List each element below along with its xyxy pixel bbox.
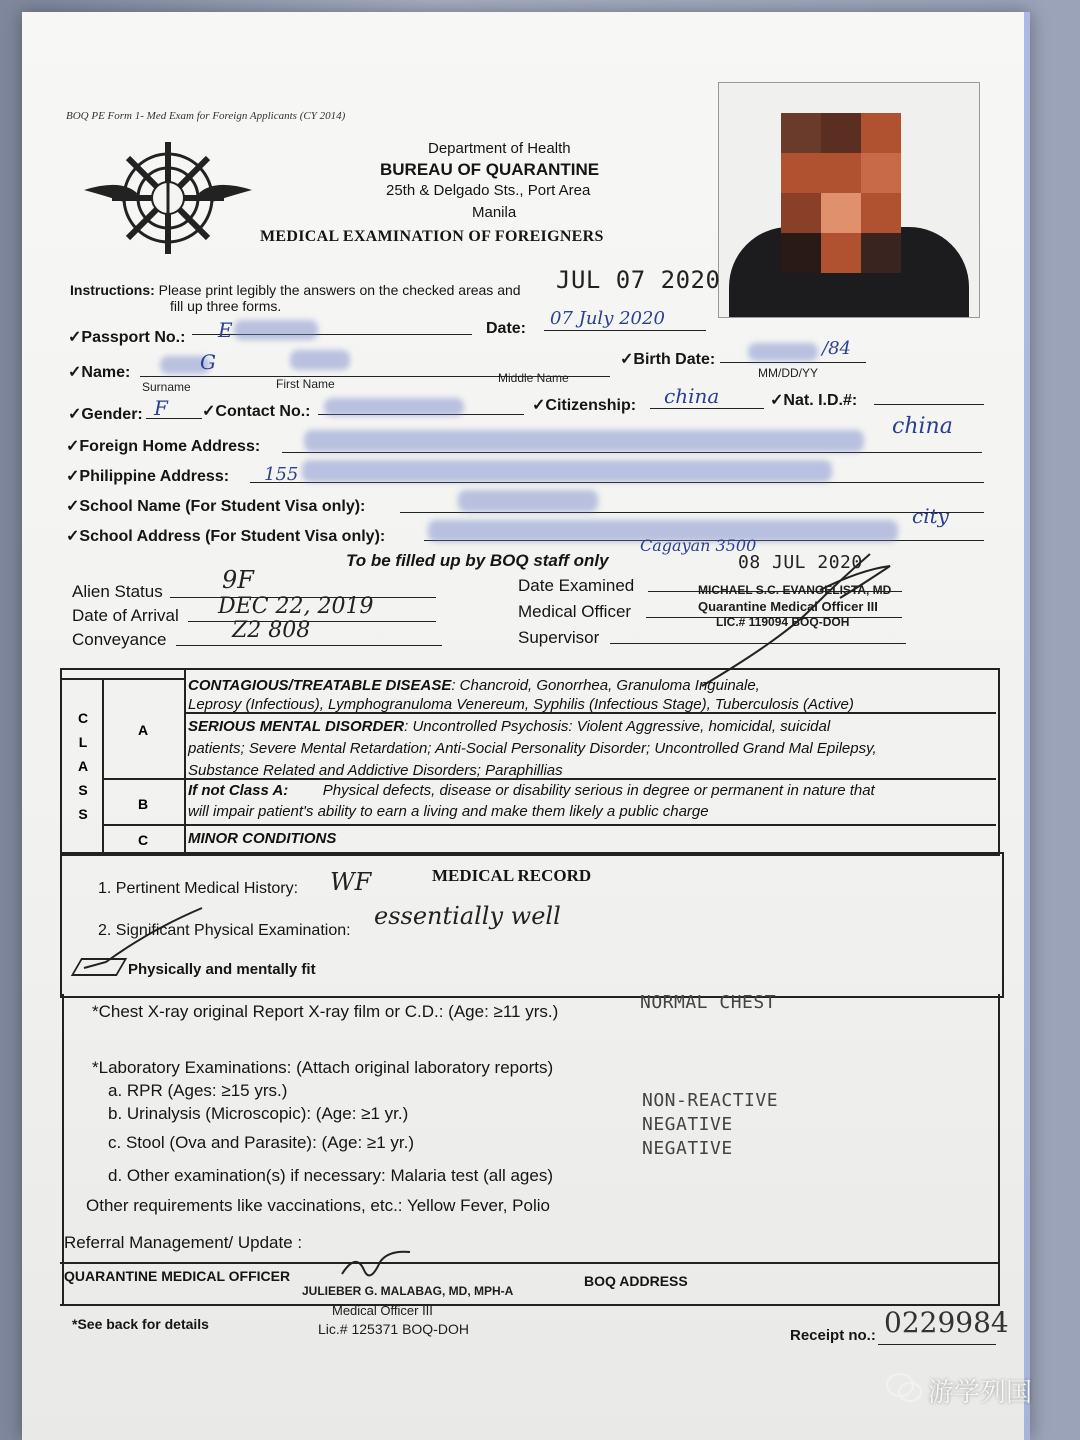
arrival-label: Date of Arrival — [72, 606, 179, 625]
officer-stamp-lic: LIC.# 119094 BOQ-DOH — [716, 615, 850, 629]
stool-result: NEGATIVE — [642, 1138, 733, 1159]
school-name-redaction — [458, 490, 598, 512]
school-address-value: city — [912, 504, 949, 528]
boq-section-heading: To be filled up by BOQ staff only — [346, 551, 609, 570]
date-label: Date: — [486, 320, 527, 337]
photo-pixelated-face — [781, 113, 901, 273]
lab-header: *Laboratory Examinations: (Attach original laboratory reports) — [92, 1058, 554, 1077]
instructions-label: Instructions: — [70, 282, 155, 298]
conveyance-label: Conveyance — [72, 630, 167, 649]
school-name-label: ✓School Name (For Student Visa only): — [66, 498, 366, 515]
rpr-result: NON-REACTIVE — [642, 1090, 779, 1111]
officer-stamp-title: Quarantine Medical Officer III — [698, 599, 878, 614]
birthdate-value: /84 — [822, 338, 851, 359]
firstname-redaction — [290, 350, 350, 370]
qmo-stamp-lic: Lic.# 125371 BOQ-DOH — [318, 1321, 469, 1337]
alien-status-value: 9F — [222, 566, 254, 594]
alien-status-label: Alien Status — [72, 582, 163, 601]
class-b-row — [188, 782, 875, 800]
receipt-line — [878, 1344, 996, 1345]
xray-label: *Chest X-ray original Report X-ray film or C.D.: (Age: ≥11 yrs.) — [92, 1002, 559, 1021]
date-examined-label: Date Examined — [518, 576, 635, 595]
contagious-title: CONTAGIOUS/TREATABLE DISEASE — [188, 677, 452, 694]
form-code: BOQ PE Form 1- Med Exam for Foreign Applicants (CY 2014) — [66, 110, 346, 122]
mental-row — [188, 718, 830, 736]
date-value: 07 July 2020 — [550, 308, 665, 329]
foreign-address-label: ✓Foreign Home Address: — [66, 438, 261, 455]
mental-text-2: patients; Severe Mental Retardation; Anti-Social Personality Disorder; Uncontrolled Grand Mal Epilepsy, — [188, 740, 877, 757]
ph-address-line — [250, 482, 984, 483]
stool-label: c. Stool (Ova and Parasite): (Age: ≥1 yr.) — [108, 1133, 415, 1152]
natid-label: ✓Nat. I.D.#: — [770, 392, 858, 409]
class-a-label: A — [138, 722, 149, 738]
rpr-label: a. RPR (Ages: ≥15 yrs.) — [108, 1081, 288, 1100]
birthdate-line — [720, 362, 866, 363]
school-address-value-2: Cagayan 3500 — [640, 536, 757, 555]
firstname-caption: First Name — [276, 377, 335, 391]
other-requirements-label: Other requirements like vaccinations, etc.: Yellow Fever, Polio — [86, 1196, 550, 1215]
mental-title: SERIOUS MENTAL DISORDER — [188, 718, 405, 735]
instructions-text: Please print legibly the answers on the checked areas and — [158, 282, 521, 298]
applicant-photo — [718, 82, 980, 318]
date-examined-value: 08 JUL 2020 — [738, 552, 863, 573]
class-b-label: B — [138, 796, 149, 812]
medical-history-label: 1. Pertinent Medical History: — [98, 880, 299, 897]
medical-record-title: MEDICAL RECORD — [432, 866, 592, 885]
conveyance-value: Z2 808 — [232, 618, 311, 643]
arrival-line — [188, 621, 436, 622]
class-c-label: C — [138, 832, 149, 848]
instructions-text-2: fill up three forms. — [170, 298, 282, 314]
fit-label: Physically and mentally fit — [128, 961, 316, 978]
passport-label: ✓Passport No.: — [68, 329, 186, 346]
class-b-text: Physical defects, disease or disability serious in degree or permanent in nature that — [322, 782, 875, 799]
mental-text: : Uncontrolled Psychosis: Violent Aggressive, homicidal, suicidal — [404, 718, 831, 735]
officer-stamp-name: MICHAEL S.C. EVANGELISTA, MD — [698, 583, 892, 597]
class-vertical-label: C L A S S — [77, 710, 89, 822]
school-address-label: ✓School Address (For Student Visa only): — [66, 528, 386, 545]
natid-line — [874, 404, 984, 405]
minor-conditions: MINOR CONDITIONS — [188, 830, 337, 847]
birthdate-format: MM/DD/YY — [758, 366, 818, 380]
receipt-value: 0229984 — [884, 1306, 1009, 1339]
ph-address-redaction — [302, 460, 832, 482]
gender-label: ✓Gender: — [68, 406, 143, 423]
class-b-text-2: will impair patient's ability to earn a living and make them likely a public charge — [188, 803, 709, 820]
surname-caption: Surname — [142, 380, 191, 394]
foreign-address-value: china — [892, 414, 953, 439]
foreign-address-line — [282, 452, 982, 453]
ph-address-value: 155 — [264, 464, 299, 485]
qmo-stamp-name: JULIEBER G. MALABAG, MD, MPH-A — [302, 1284, 514, 1298]
received-date-stamp: JUL 07 2020 — [556, 266, 721, 294]
xray-result: NORMAL CHEST — [640, 992, 777, 1013]
contagious-text-2: Leprosy (Infectious), Lymphogranuloma Venereum, Syphilis (Infectious Stage), Tuberculosis (Active) — [188, 696, 854, 713]
passport-value: E — [218, 318, 233, 342]
birthdate-label: ✓Birth Date: — [620, 351, 716, 368]
qmo-stamp-title: Medical Officer III — [332, 1303, 433, 1318]
wechat-logo-icon — [886, 1372, 922, 1404]
boq-seal — [82, 138, 254, 258]
boq-address-label: BOQ ADDRESS — [584, 1273, 688, 1289]
contagious-text: : Chancroid, Gonorrhea, Granuloma Inguinale, — [451, 677, 760, 694]
qmo-signature — [336, 1248, 416, 1288]
citizenship-value: china — [664, 384, 720, 408]
passport-redaction — [234, 320, 318, 340]
foreign-address-redaction — [304, 430, 864, 452]
medical-history-value: WF — [330, 868, 372, 896]
citizenship-label: ✓Citizenship: — [532, 397, 637, 414]
name-label: ✓Name: — [68, 364, 131, 381]
bureau-city: Manila — [472, 204, 517, 221]
citizenship-line — [650, 408, 764, 409]
conveyance-line — [176, 645, 442, 646]
see-back-note: *See back for details — [72, 1316, 209, 1332]
watermark-text: 游学列国 — [928, 1378, 1033, 1408]
gender-value: F — [154, 396, 168, 420]
school-name-line — [400, 512, 984, 513]
contact-redaction — [324, 398, 464, 416]
bureau-title: BUREAU OF QUARANTINE — [380, 160, 600, 179]
department: Department of Health — [428, 140, 571, 157]
class-b-title: If not Class A: — [188, 782, 289, 799]
urinalysis-result: NEGATIVE — [642, 1114, 733, 1135]
supervisor-label: Supervisor — [518, 628, 600, 647]
contagious-row — [188, 677, 760, 695]
paper-edge — [1024, 12, 1030, 1440]
arrival-value: DEC 22, 2019 — [218, 594, 374, 619]
bureau-address: 25th & Delgado Sts., Port Area — [386, 182, 591, 199]
ph-address-label: ✓Philippine Address: — [66, 468, 230, 485]
referral-label: Referral Management/ Update : — [64, 1233, 303, 1252]
middlename-caption: Middle Name — [498, 371, 569, 385]
physical-exam-value: essentially well — [374, 902, 561, 930]
name-value: G — [200, 350, 216, 374]
form-title: MEDICAL EXAMINATION OF FOREIGNERS — [260, 228, 604, 245]
mental-text-3: Substance Related and Addictive Disorders; Paraphillias — [188, 762, 563, 779]
receipt-label: Receipt no.: — [790, 1327, 876, 1344]
urinalysis-label: b. Urinalysis (Microscopic): (Age: ≥1 yr.) — [108, 1104, 409, 1123]
qmo-label: QUARANTINE MEDICAL OFFICER — [64, 1268, 291, 1284]
physical-exam-label: 2. Significant Physical Examination: — [98, 922, 351, 939]
medical-officer-label: Medical Officer — [518, 602, 632, 621]
birthdate-redaction — [748, 343, 818, 361]
other-exam-label: d. Other examination(s) if necessary: Malaria test (all ages) — [108, 1166, 554, 1185]
date-line — [544, 330, 706, 331]
contact-label: ✓Contact No.: — [202, 403, 311, 420]
